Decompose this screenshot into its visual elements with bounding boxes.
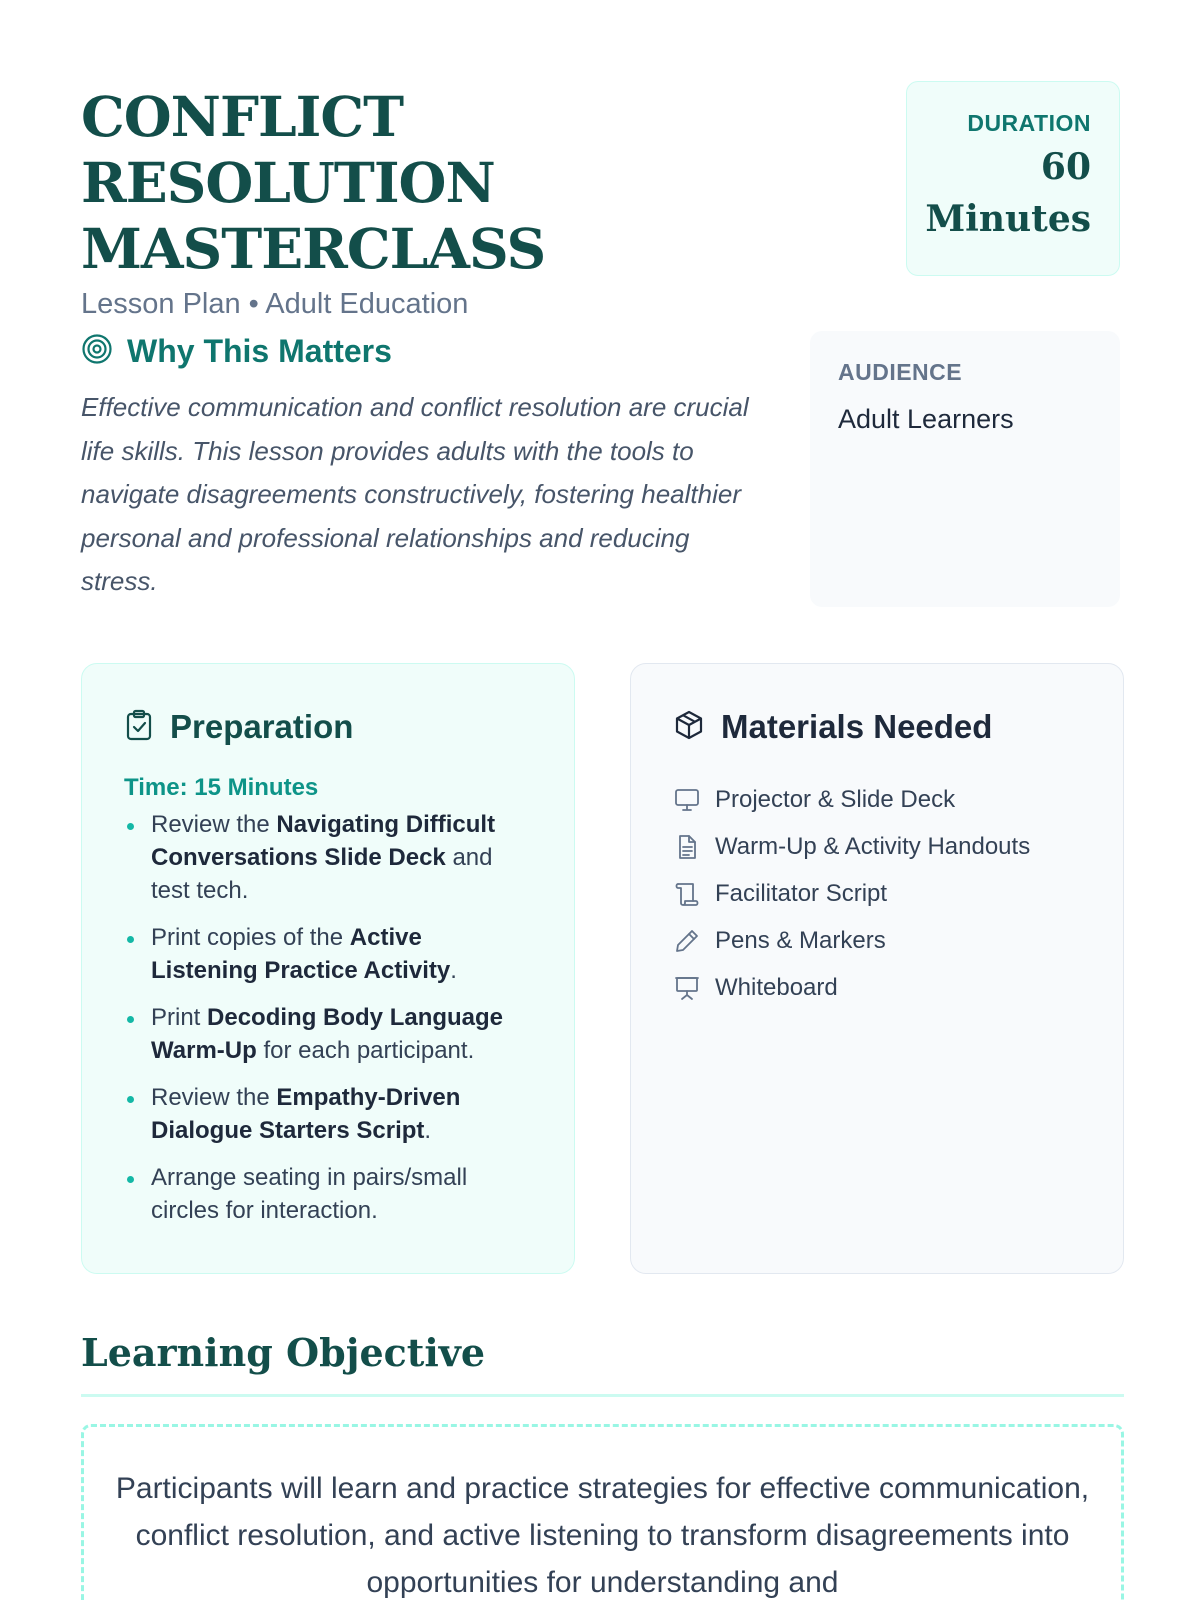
audience-value: Adult Learners	[838, 404, 1014, 434]
list-item	[673, 870, 1083, 917]
material-label: Warm-Up & Activity Handouts	[715, 832, 1031, 860]
presentation-board-icon	[673, 974, 701, 1002]
material-label: Facilitator Script	[715, 879, 888, 907]
list-item	[673, 776, 1083, 823]
objective-title: Learning Objective	[81, 1330, 486, 1375]
preparation-time: Time: 15 Minutes	[124, 774, 319, 801]
preparation-item-bold: Navigating Difficult Conversations Slide Deck	[151, 811, 496, 871]
page-subtitle: Lesson Plan • Adult Education	[81, 288, 469, 320]
list-item	[673, 917, 1083, 964]
why-section	[81, 333, 761, 604]
materials-heading	[673, 708, 1083, 746]
preparation-item-text: .	[424, 1117, 432, 1144]
preparation-item-text: Review the	[151, 811, 277, 838]
preparation-item-bold: Decoding Body Language Warm-Up	[151, 1004, 504, 1064]
preparation-item-text: Print	[151, 1004, 208, 1031]
material-label: Whiteboard	[715, 973, 838, 1001]
objective-divider	[81, 1394, 1124, 1397]
preparation-item-text: for each participant.	[256, 1037, 475, 1064]
duration-number: 60	[1040, 146, 1091, 188]
audience-label: AUDIENCE	[838, 359, 963, 385]
title-line-2: MASTERCLASS	[81, 216, 546, 281]
duration-label: DURATION	[967, 110, 1091, 136]
preparation-list	[124, 808, 534, 1227]
preparation-item-bold: Active Listening Practice Activity	[151, 924, 451, 984]
page-title	[81, 84, 801, 282]
preparation-item	[124, 1001, 534, 1067]
materials-list	[673, 776, 1083, 1011]
preparation-item-text: .	[450, 957, 457, 984]
duration-card	[906, 81, 1120, 276]
audience-card	[810, 331, 1120, 607]
package-icon	[673, 709, 705, 746]
preparation-item	[124, 1161, 534, 1227]
preparation-card	[81, 663, 575, 1274]
why-title: Why This Matters	[127, 333, 392, 369]
clipboard-check-icon	[124, 709, 154, 746]
why-heading	[81, 333, 761, 370]
objective-box	[81, 1424, 1124, 1600]
target-icon	[81, 333, 113, 370]
pencil-icon	[673, 927, 701, 955]
list-item	[673, 823, 1083, 870]
objective-text: Participants will learn and practice strategies for effective communication, conflict resolution, and active listening to transform disagreements into opportunities for understanding and	[115, 1472, 1090, 1599]
material-label: Pens & Markers	[715, 926, 886, 954]
preparation-title: Preparation	[170, 708, 354, 745]
learning-objective-section	[81, 1330, 1124, 1600]
materials-card	[630, 663, 1124, 1274]
preparation-item	[124, 1081, 534, 1147]
lesson-header	[81, 84, 801, 321]
preparation-item-bold: Empathy-Driven Dialogue Starters Script	[151, 1084, 461, 1144]
preparation-heading	[124, 708, 534, 746]
monitor-icon	[673, 786, 701, 814]
duration-value	[907, 141, 1091, 245]
duration-unit: Minutes	[925, 198, 1091, 240]
title-line-1: CONFLICT RESOLUTION	[81, 84, 495, 215]
document-icon	[673, 833, 701, 861]
scroll-icon	[673, 880, 701, 908]
preparation-item-text: Review the	[151, 1084, 277, 1111]
preparation-item-text: and test tech.	[151, 844, 493, 904]
preparation-item	[124, 808, 534, 907]
preparation-item-text: Print copies of the	[151, 924, 350, 951]
materials-title: Materials Needed	[721, 708, 993, 745]
preparation-item	[124, 921, 534, 987]
list-item	[673, 964, 1083, 1011]
preparation-item-text: Arrange seating in pairs/small circles for interaction.	[151, 1164, 468, 1224]
material-label: Projector & Slide Deck	[715, 785, 956, 813]
why-text: Effective communication and conflict resolution are crucial life skills. This lesson provides adults with the tools to navigate disagreements constructively, fostering healthier personal and professional relationships and reducing stress.	[81, 392, 749, 596]
